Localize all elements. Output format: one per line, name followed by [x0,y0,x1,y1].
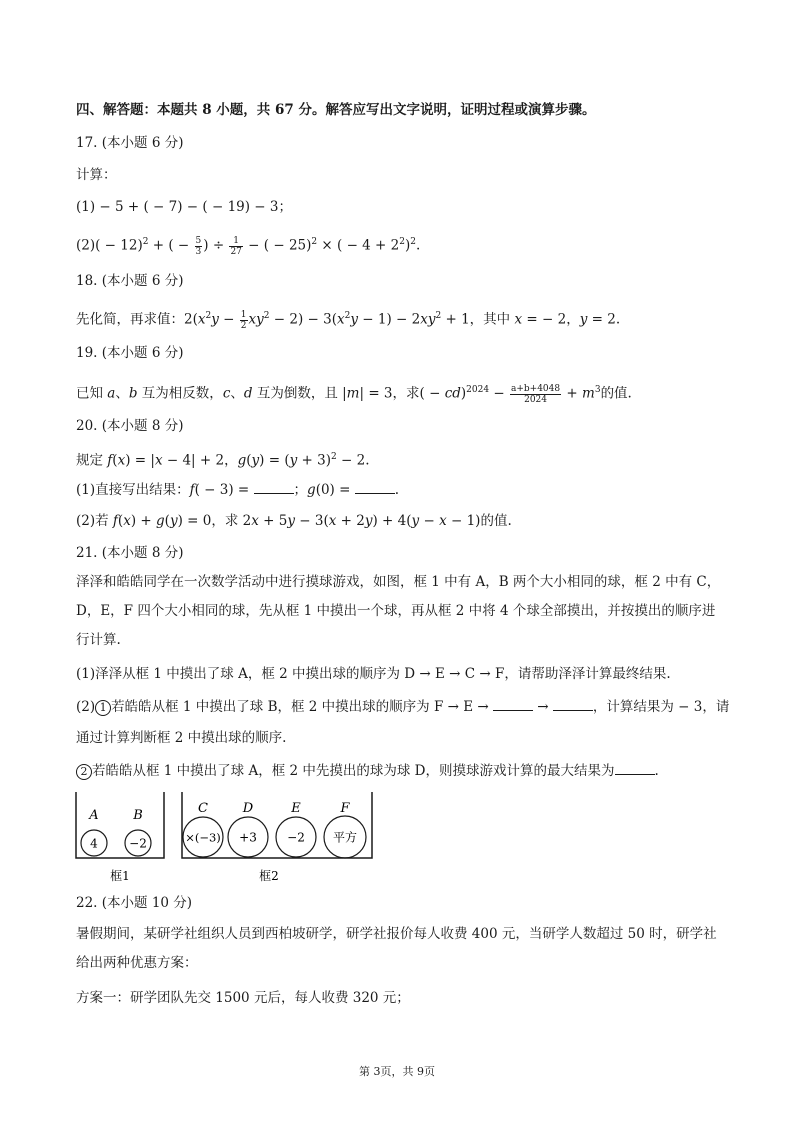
q17-p2-c: ) ÷ [203,237,229,254]
box1-ball-b-letter: B [133,808,143,823]
box2-ball-e-letter: E [291,801,301,816]
q21-part2: (2) 1 若皓皓从框 1 中摸出了球 B，框 2 中摸出球的顺序为 F → E → → ，计算结果为 − 3，请 [76,696,729,717]
q19-body: 已知 a、b 互为相反数，c、d 互为倒数，且 |m| = 3，求( − cd)$^{2024}$ − $\frac{a+b+4048}{2024}$ + $m^3$的值. [76,383,632,405]
q20-header: 20. (本小题 8 分) [76,418,184,434]
q17-part1: (1) − 5 + ( − 7) − ( − 19) − 3； [76,199,292,215]
q17-p2-d: − ( − 25) [243,237,312,254]
box1-ball-a-value: 4 [90,836,98,851]
answer-blank[interactable] [254,479,294,494]
q17-p2-b: + ( − [148,237,194,254]
circled-number-2: 2 [76,764,92,780]
answer-blank[interactable] [355,479,395,494]
q21-part3: 2 若皓皓从框 1 中摸出了球 A，框 2 中先摸出的球为球 D，则摸球游戏计算的最大结果为 . [76,760,659,781]
answer-blank[interactable] [553,696,593,711]
box2-caption: 框2 [259,869,279,883]
box1-ball-a-letter: A [89,808,99,823]
box2-ball-c-letter: C [198,801,208,816]
q17-intro: 计算： [76,167,117,183]
ball-boxes-diagram [72,786,382,886]
box2-ball-f-letter: F [340,801,350,816]
box1-ball-b-value: −2 [129,836,147,851]
q21-intro: 泽泽和皓皓同学在一次数学活动中进行摸球游戏，如图，框 1 中有 A，B 两个大小相同的球，框 2 中有 C，D，E，F 四个大小相同的球，先从框 1 中摸出一个球，再从框 2 中将 4 个球全部摸出，并按摸出的顺序进行计算. [76,574,721,648]
q18-header: 18. (本小题 6 分) [76,273,184,289]
box2-ball-c-value: ×(−3) [185,830,221,845]
q19-header: 19. (本小题 6 分) [76,345,184,361]
box2-ball-f-value: 平方 [332,830,358,845]
q22-header: 22. (本小题 10 分) [76,895,193,911]
q20-definition: 规定 f(x) = |x − 4| + 2，$g(y) = (y + 3)^2 - 2$. [76,452,370,469]
q19-frac: $\frac{a+b+4048}{2024}$ [510,383,561,405]
q17-part2: $(2)( - 12)^2$ + ( − $\frac{5}{3}$ ) ÷ $\frac{1}{27}$ − ( − 25)$^2$ × ( − $4 + 2^2)^2$. [76,235,421,257]
q21-part1: (1)泽泽从框 1 中摸出了球 A，框 2 中摸出球的顺序为 D → E → C → F，请帮助泽泽计算最终结果. [76,666,671,682]
q17-p2-e: × ( − 4 + 2 [317,237,400,254]
q22-intro: 暑假期间，某研学社组织人员到西柏坡研学，研学社报价每人收费 400 元，当研学人数超过 50 时，研学社给出两种优惠方案： [76,926,717,971]
box2-ball-d-value: +3 [239,830,257,845]
q17-header: 17. (本小题 6 分) [76,135,184,151]
q21-header: 21. (本小题 8 分) [76,545,184,561]
page-footer: 第 3页，共 9页 [359,1065,435,1078]
q17-frac2: $\frac{1}{27}$ [230,235,242,257]
q17-p2-f: ) [405,237,411,254]
q20-part1: (1)直接写出结果：f( − 3) = ；g(0) = . [76,479,399,500]
box1-caption: 框1 [110,869,130,883]
q20-part2: (2)若 f(x) + g(y) = 0，求 2x + 5y − 3(x + 2y) + 4(y − x − 1)的值. [76,513,512,529]
q18-frac: $\frac{1}{2}$ [240,309,247,331]
section-heading: 四、解答题：本题共 8 小题，共 67 分。解答应写出文字说明，证明过程或演算步骤。 [76,102,596,118]
q17-p2-a: (2)( − 12) [76,237,143,254]
box2-ball-e-value: −2 [287,830,305,845]
circled-number-1: 1 [95,700,111,716]
answer-blank[interactable] [493,696,533,711]
answer-blank[interactable] [615,760,655,775]
q18-body: 先化简，再求值：$2(x^2y$ − $\frac{1}{2}$ $xy^2 - 2) - 3(x^2y - 1) - 2xy^2 + 1$，其中 x = − 2，y = 2. [76,309,621,331]
q22-plan1: 方案一：研学团队先交 1500 元后，每人收费 320 元； [76,990,410,1006]
q21-part2-line2: 通过计算判断框 2 中摸出球的顺序. [76,730,287,746]
box2-ball-d-letter: D [242,801,254,816]
q17-frac1: $\frac{5}{3}$ [195,235,202,257]
